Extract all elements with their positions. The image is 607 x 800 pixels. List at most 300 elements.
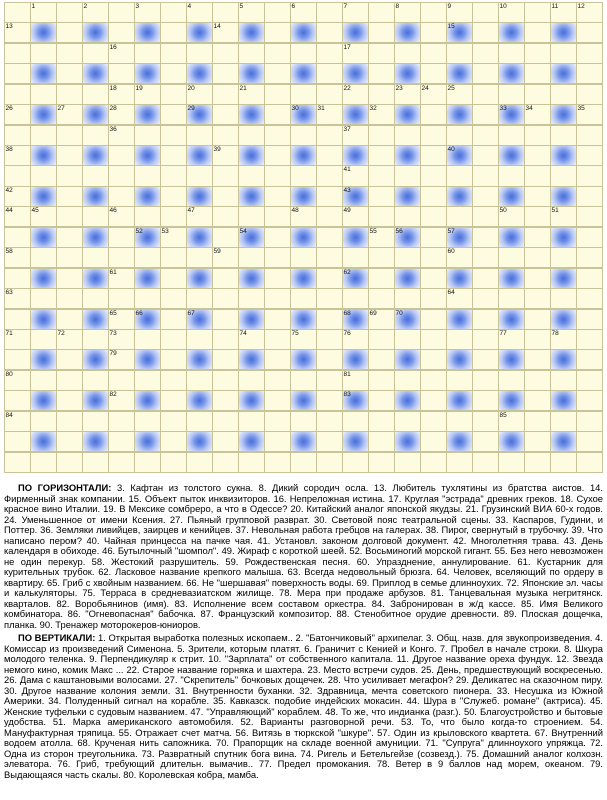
grid-cell [82,125,109,146]
grid-cell [186,452,213,473]
grid-cell [134,206,161,227]
grid-cell [524,145,551,166]
grid-cell [134,329,161,350]
grid-cell [342,452,369,473]
grid-cell [576,63,603,84]
grid-cell [576,431,603,452]
grid-cell [134,288,161,309]
grid-cell [524,227,551,248]
grid-cell [238,411,265,432]
grid-cell [524,329,551,350]
clue-number: 38 [5,146,13,154]
grid-cell [576,84,603,105]
grid-cell [4,43,31,64]
blocked-cell [290,63,317,84]
blocked-cell [550,390,577,411]
grid-cell [56,43,83,64]
grid-cell [524,22,551,43]
clue-number: 33 [499,105,507,113]
grid-cell [56,22,83,43]
grid-cell [420,390,447,411]
blocked-cell [238,186,265,207]
grid-cell [316,309,343,330]
grid-cell [160,431,187,452]
grid-cell [316,329,343,350]
blocked-cell [238,349,265,370]
clue-number: 41 [343,166,351,174]
grid-cell [212,104,239,125]
grid-cell [472,288,499,309]
grid-cell [472,165,499,186]
grid-cell [212,84,239,105]
grid-cell [4,349,31,370]
blocked-cell [30,145,57,166]
grid-cell [212,370,239,391]
clue-number: 62 [343,268,351,276]
grid-cell [30,125,57,146]
grid-cell [160,247,187,268]
blocked-cell [238,309,265,330]
grid-cell [108,431,135,452]
grid-cell [524,411,551,432]
grid-cell [472,22,499,43]
grid-cell [550,125,577,146]
grid-cell [316,145,343,166]
blocked-cell [186,145,213,166]
grid-cell [420,452,447,473]
grid-cell [576,227,603,248]
clue-number: 72 [57,329,65,337]
grid-cell [186,288,213,309]
clue-number: 20 [187,84,195,92]
blocked-cell [186,390,213,411]
blocked-cell [134,145,161,166]
clue-number: 57 [447,227,455,235]
grid-cell [576,186,603,207]
grid-cell [368,370,395,391]
grid-cell [524,206,551,227]
grid-cell [108,288,135,309]
blocked-cell [498,349,525,370]
grid-cell [186,125,213,146]
grid-cell [368,125,395,146]
grid-cell [368,390,395,411]
blocked-cell [290,22,317,43]
grid-cell [550,411,577,432]
clue-number: 34 [525,105,533,113]
grid-cell [576,288,603,309]
grid-cell [82,247,109,268]
grid-cell [342,411,369,432]
clue-number: 65 [109,309,117,317]
grid-cell [212,268,239,289]
clue-number: 44 [5,207,13,215]
grid-cell [56,268,83,289]
grid-cell [342,247,369,268]
grid-cell [576,349,603,370]
grid-cell [264,104,291,125]
grid-cell [420,2,447,23]
grid-cell [186,370,213,391]
clue-number: 15 [447,23,455,31]
blocked-cell [498,186,525,207]
grid-cell [576,22,603,43]
grid-cell [576,43,603,64]
grid-cell [82,411,109,432]
grid-cell [82,165,109,186]
grid-cell [524,452,551,473]
grid-cell [212,411,239,432]
grid-cell [472,370,499,391]
clue-number: 31 [317,105,325,113]
grid-cell [420,329,447,350]
grid-cell [290,165,317,186]
grid-cell [524,125,551,146]
clue-number: 46 [109,207,117,215]
clue-number: 21 [239,84,247,92]
clue-number: 55 [369,227,377,235]
grid-cell [576,411,603,432]
grid-cell [56,84,83,105]
clue-number: 53 [161,227,169,235]
blocked-cell [498,63,525,84]
grid-cell [420,227,447,248]
grid-cell [368,165,395,186]
blocked-cell [394,390,421,411]
grid-cell [368,329,395,350]
blocked-cell [82,309,109,330]
grid-cell [368,288,395,309]
grid-cell [368,22,395,43]
blocked-cell [82,390,109,411]
blocked-cell [498,309,525,330]
grid-cell [446,43,473,64]
grid-cell [4,431,31,452]
grid-cell [4,63,31,84]
grid-cell [108,2,135,23]
blocked-cell [82,431,109,452]
clue-number: 63 [5,289,13,297]
grid-cell [264,288,291,309]
crossword-cells [4,2,602,472]
grid-cell [550,43,577,64]
grid-cell [108,452,135,473]
blocked-cell [446,390,473,411]
blocked-cell [342,104,369,125]
blocked-cell [238,268,265,289]
grid-cell [160,349,187,370]
blocked-cell [30,309,57,330]
across-heading: ПО ГОРИЗОНТАЛИ: [18,482,112,493]
blocked-cell [290,390,317,411]
grid-cell [30,84,57,105]
grid-cell [56,349,83,370]
clue-number: 42 [5,186,13,194]
grid-cell [472,145,499,166]
grid-cell [82,43,109,64]
grid-cell [524,268,551,289]
grid-cell [56,309,83,330]
blocked-cell [498,22,525,43]
grid-cell [212,63,239,84]
clue-number: 59 [213,248,221,256]
grid-cell [30,452,57,473]
grid-cell [290,84,317,105]
grid-cell [134,370,161,391]
grid-cell [108,63,135,84]
grid-cell [56,125,83,146]
grid-cell [160,165,187,186]
grid-cell [264,84,291,105]
grid-cell [160,206,187,227]
grid-cell [134,125,161,146]
grid-cell [472,247,499,268]
blocked-cell [290,268,317,289]
grid-cell [212,288,239,309]
grid-cell [316,411,343,432]
clue-number: 61 [109,268,117,276]
grid-cell [264,370,291,391]
blocked-cell [30,227,57,248]
blocked-cell [290,309,317,330]
grid-cell [56,370,83,391]
grid-cell [30,411,57,432]
grid-cell [446,329,473,350]
grid-cell [446,411,473,432]
grid-cell [186,165,213,186]
blocked-cell [82,186,109,207]
clue-number: 32 [369,105,377,113]
blocked-cell [186,268,213,289]
blocked-cell [30,268,57,289]
grid-cell [394,165,421,186]
grid-cell [4,268,31,289]
clue-number: 74 [239,329,247,337]
blocked-cell [394,145,421,166]
grid-cell [316,125,343,146]
grid-cell [56,227,83,248]
blocked-cell [82,63,109,84]
blocked-cell [498,227,525,248]
clue-number: 18 [109,84,117,92]
grid-cell [498,125,525,146]
grid-cell [576,268,603,289]
grid-cell [290,43,317,64]
clue-number: 40 [447,146,455,154]
grid-cell [160,43,187,64]
grid-cell [264,268,291,289]
grid-cell [472,268,499,289]
blocked-cell [30,186,57,207]
grid-cell [56,165,83,186]
clue-number: 80 [5,370,13,378]
grid-cell [498,165,525,186]
blocked-cell [238,104,265,125]
clue-number: 27 [57,105,65,113]
grid-cell [368,206,395,227]
grid-cell [472,43,499,64]
blocked-cell [550,349,577,370]
grid-cell [472,431,499,452]
blocked-cell [186,63,213,84]
clue-number: 45 [31,207,39,215]
grid-cell [264,165,291,186]
grid-cell [394,452,421,473]
grid-cell [108,411,135,432]
grid-cell [82,288,109,309]
grid-cell [472,309,499,330]
grid-cell [4,84,31,105]
blocked-cell [550,22,577,43]
grid-cell [576,145,603,166]
grid-cell [550,247,577,268]
grid-cell [160,452,187,473]
grid-cell [368,431,395,452]
clue-number: 37 [343,125,351,133]
grid-cell [368,452,395,473]
clue-number: 9 [447,3,452,10]
grid-cell [472,125,499,146]
grid-cell [394,370,421,391]
grid-cell [56,186,83,207]
grid-cell [420,63,447,84]
grid-cell [238,165,265,186]
grid-cell [524,431,551,452]
grid-cell [4,452,31,473]
blocked-cell [134,390,161,411]
clue-number: 29 [187,105,195,113]
clue-number: 73 [109,329,117,337]
clue-number: 24 [421,84,429,92]
grid-cell [264,329,291,350]
clue-number: 67 [187,309,195,317]
blocked-cell [550,309,577,330]
clue-number: 43 [343,186,351,194]
grid-cell [576,329,603,350]
grid-cell [186,411,213,432]
grid-cell [368,84,395,105]
clue-number: 12 [577,3,585,10]
grid-cell [264,309,291,330]
grid-cell [82,329,109,350]
blocked-cell [446,104,473,125]
grid-cell [576,206,603,227]
clue-number: 2 [83,3,88,10]
grid-cell [56,2,83,23]
grid-cell [420,104,447,125]
grid-cell [368,349,395,370]
blocked-cell [394,349,421,370]
grid-cell [30,370,57,391]
blocked-cell [290,145,317,166]
blocked-cell [134,22,161,43]
blocked-cell [342,227,369,248]
blocked-cell [550,227,577,248]
blocked-cell [82,227,109,248]
blocked-cell [238,390,265,411]
blocked-cell [134,186,161,207]
clue-number: 48 [291,207,299,215]
blocked-cell [342,63,369,84]
blocked-cell [394,186,421,207]
grid-cell [316,2,343,23]
grid-cell [160,268,187,289]
grid-cell [212,2,239,23]
grid-cell [316,206,343,227]
grid-cell [212,43,239,64]
blocked-cell [134,268,161,289]
grid-cell [160,125,187,146]
blocked-cell [82,104,109,125]
grid-cell [576,247,603,268]
grid-cell [420,247,447,268]
clue-number: 68 [343,309,351,317]
grid-cell [576,390,603,411]
grid-cell [498,370,525,391]
grid-cell [394,329,421,350]
grid-cell [420,288,447,309]
grid-cell [576,125,603,146]
grid-cell [108,247,135,268]
clue-number: 25 [447,84,455,92]
grid-cell [290,247,317,268]
blocked-cell [30,349,57,370]
clue-number: 22 [343,84,351,92]
grid-cell [264,206,291,227]
grid-cell [108,145,135,166]
grid-cell [446,452,473,473]
blocked-cell [446,186,473,207]
grid-cell [498,288,525,309]
grid-cell [498,84,525,105]
blocked-cell [550,104,577,125]
grid-cell [420,309,447,330]
grid-cell [160,309,187,330]
grid-cell [56,247,83,268]
grid-cell [160,186,187,207]
grid-cell [316,63,343,84]
grid-cell [264,247,291,268]
grid-cell [368,2,395,23]
clue-number: 75 [291,329,299,337]
clues-across [4,483,603,630]
grid-cell [290,452,317,473]
clue-number: 28 [109,105,117,113]
grid-cell [524,2,551,23]
clue-number: 19 [135,84,143,92]
clue-number: 17 [343,43,351,51]
grid-cell [446,206,473,227]
grid-cell [134,165,161,186]
grid-cell [316,227,343,248]
clue-number: 4 [187,3,192,10]
clue-number: 26 [5,105,13,113]
blocked-cell [446,268,473,289]
grid-cell [264,145,291,166]
grid-cell [368,268,395,289]
grid-cell [316,349,343,370]
grid-cell [550,84,577,105]
clue-number: 79 [109,350,117,358]
grid-cell [264,63,291,84]
blocked-cell [238,63,265,84]
clue-number: 23 [395,84,403,92]
clues-down [4,633,603,780]
grid-cell [576,165,603,186]
grid-cell [316,84,343,105]
grid-cell [238,43,265,64]
grid-cell [368,247,395,268]
